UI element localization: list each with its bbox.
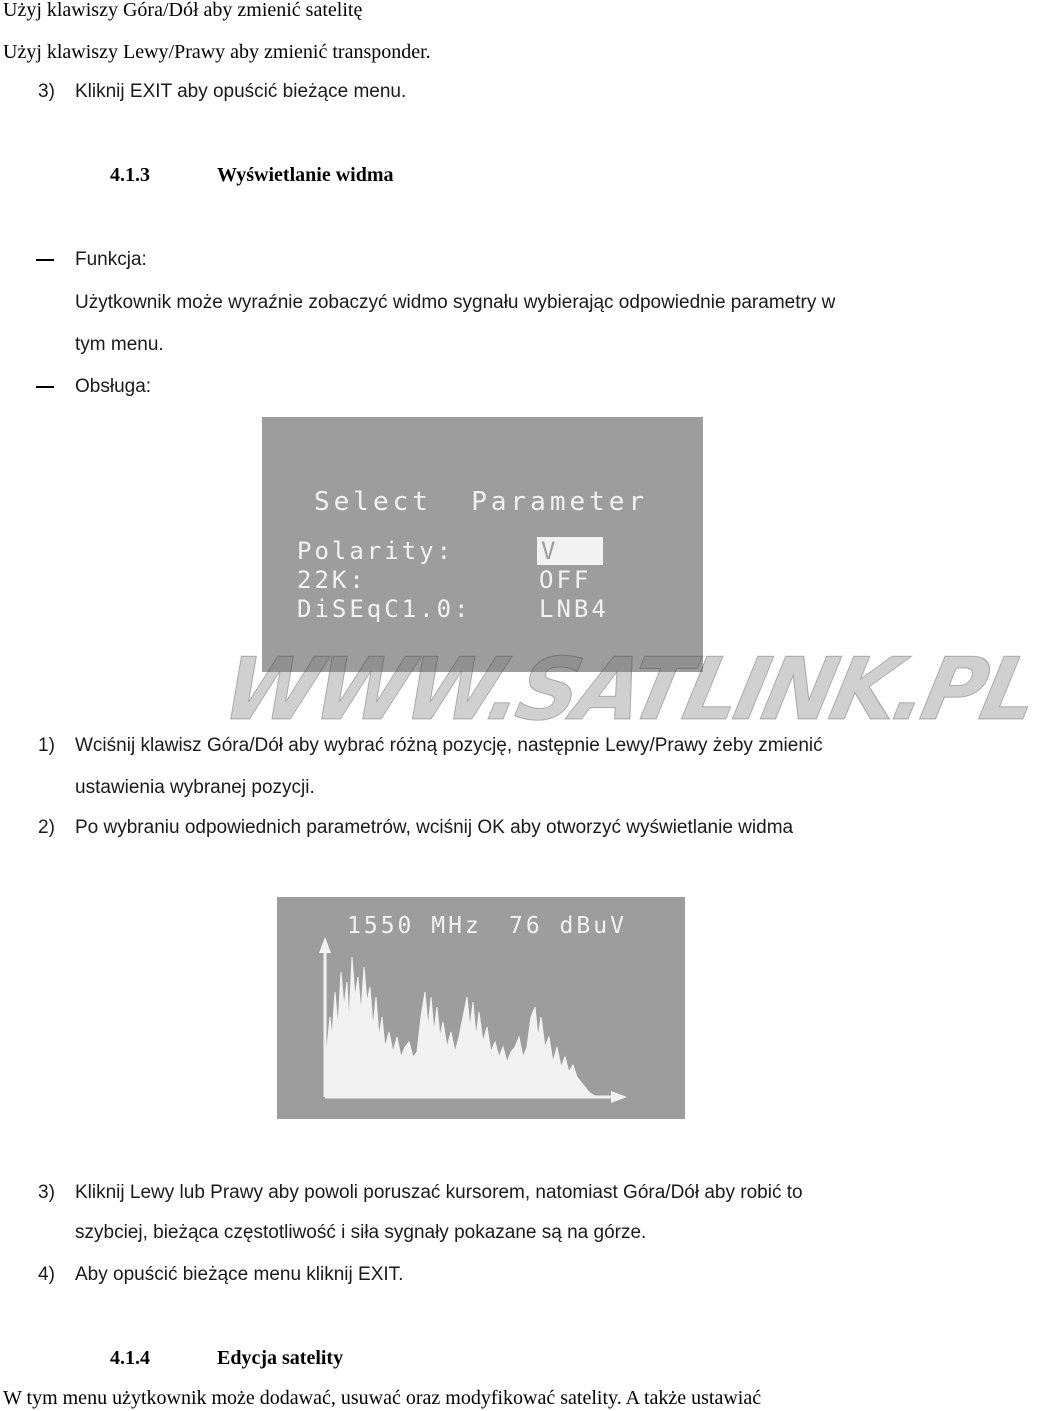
list-item-text: ustawienia wybranej pozycji. bbox=[75, 777, 315, 798]
text-line-transponder: Użyj klawiszy Lewy/Prawy aby zmienić transponder. bbox=[3, 41, 431, 63]
spectrum-graph bbox=[277, 897, 685, 1119]
list-item-text: Kliknij EXIT aby opuścić bieżące menu. bbox=[75, 81, 407, 102]
spectrum-frequency: 1550 MHz bbox=[347, 913, 482, 939]
funkcja-label: Funkcja: bbox=[75, 249, 147, 270]
spectrum-trace bbox=[327, 957, 597, 1097]
list-number: 3) bbox=[38, 81, 55, 102]
list-item-text: Aby opuścić bieżące menu kliknij EXIT. bbox=[75, 1264, 404, 1285]
param-label-polarity: Polarity: bbox=[297, 537, 455, 565]
text-line-sat: Użyj klawiszy Góra/Dół aby zmienić satelitę bbox=[3, 0, 363, 21]
param-value-polarity: V bbox=[537, 537, 603, 565]
bullet-dash bbox=[36, 386, 54, 388]
section-number: 4.1.3 bbox=[110, 164, 150, 186]
list-number: 1) bbox=[38, 735, 55, 756]
section-title: Edycja satelity bbox=[217, 1347, 344, 1369]
param-value-22k: OFF bbox=[539, 566, 592, 594]
list-item-text: Kliknij Lewy lub Prawy aby powoli poruszać kursorem, natomiast Góra/Dół aby robić to bbox=[75, 1182, 803, 1203]
list-number: 3) bbox=[38, 1182, 55, 1203]
funkcja-text: tym menu. bbox=[75, 334, 164, 355]
section-number: 4.1.4 bbox=[110, 1347, 150, 1369]
list-item-text: Wciśnij klawisz Góra/Dół aby wybrać różną pozycję, następnie Lewy/Prawy żeby zmienić bbox=[75, 735, 823, 756]
spectrum-screen bbox=[277, 897, 685, 1119]
bullet-dash bbox=[36, 259, 54, 261]
list-item-text: Po wybraniu odpowiednich parametrów, wciśnij OK aby otworzyć wyświetlanie widma bbox=[75, 817, 794, 838]
watermark-logo: WWW.SATLINK.PL bbox=[214, 640, 1044, 740]
axis-arrow-right-icon bbox=[611, 1091, 627, 1103]
param-label-diseqc: DiSEqC1.0: bbox=[297, 595, 472, 623]
select-parameter-screen bbox=[262, 417, 703, 672]
section-title: Wyświetlanie widma bbox=[217, 164, 394, 186]
list-number: 4) bbox=[38, 1264, 55, 1285]
axis-arrow-up-icon bbox=[319, 937, 331, 953]
spectrum-level: 76 dBuV bbox=[509, 913, 627, 939]
funkcja-text: Użytkownik może wyraźnie zobaczyć widmo sygnału wybierając odpowiednie parametry w bbox=[75, 292, 836, 313]
screen-title: Select Parameter bbox=[314, 487, 649, 517]
list-item-text: szybciej, bieżąca częstotliwość i siła sygnały pokazane są na górze. bbox=[75, 1222, 647, 1243]
obsluga-label: Obsługa: bbox=[75, 376, 152, 397]
section-text: W tym menu użytkownik może dodawać, usuwać oraz modyfikować satelity. A także ustawiać bbox=[3, 1387, 762, 1409]
param-label-22k: 22K: bbox=[297, 566, 367, 594]
list-number: 2) bbox=[38, 817, 55, 838]
param-value-diseqc: LNB4 bbox=[539, 595, 609, 623]
